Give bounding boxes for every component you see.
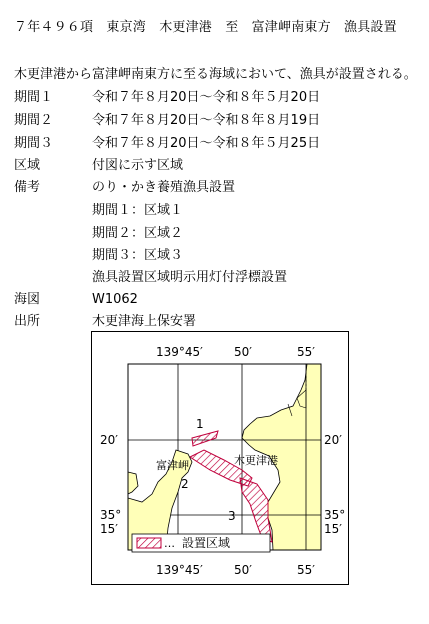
lat-label-right: 20′ bbox=[324, 433, 342, 447]
field-chart bbox=[14, 288, 138, 307]
lon-label-top: 50′ bbox=[234, 345, 252, 359]
field-value: 木更津海上保安署 bbox=[92, 314, 197, 329]
lat-label-left: 15′ bbox=[100, 522, 118, 536]
lat-label-left: 20′ bbox=[100, 433, 118, 447]
legend-label: 設置区域 bbox=[182, 536, 231, 550]
field-period2 bbox=[14, 109, 320, 128]
field-value: のり・かき養殖漁具設置 bbox=[92, 180, 236, 195]
field-value: 付図に示す区域 bbox=[92, 158, 184, 173]
lon-label-bottom: 139°45′ bbox=[156, 563, 203, 577]
field-label: 期間１ bbox=[14, 90, 54, 105]
field-value: 令和７年８月20日～令和８年５月25日 bbox=[92, 136, 321, 151]
area-label-3: 3 bbox=[228, 509, 236, 523]
field-label: 区域 bbox=[14, 158, 41, 173]
field-source bbox=[14, 310, 196, 329]
field-label: 期間３ bbox=[14, 136, 54, 151]
place-kisarazu: 木更津港 bbox=[234, 454, 278, 467]
field-remarks bbox=[14, 176, 235, 195]
lat-label-right: 15′ bbox=[324, 522, 342, 536]
field-label: 期間２ bbox=[14, 113, 54, 128]
field-period3 bbox=[14, 132, 320, 151]
field-value: 令和７年８月20日～令和８年８月19日 bbox=[92, 113, 321, 128]
field-value: 令和７年８月20日～令和８年５月20日 bbox=[92, 90, 321, 105]
lon-label-bottom: 55′ bbox=[297, 563, 315, 577]
field-value: W1062 bbox=[92, 292, 138, 307]
remark-line: 期間１：区域１ bbox=[92, 203, 184, 218]
field-area bbox=[14, 154, 183, 173]
field-label: 備考 bbox=[14, 180, 41, 195]
map-area bbox=[128, 364, 321, 550]
notice-title: ７年４９６項 東京湾 木更津港 至 富津岬南東方 漁具設置 bbox=[14, 20, 397, 35]
field-period1 bbox=[14, 86, 320, 105]
map-frame bbox=[91, 331, 349, 585]
chart-map bbox=[92, 332, 348, 584]
lon-label-top: 139°45′ bbox=[156, 345, 203, 359]
area-label-1: 1 bbox=[196, 417, 204, 431]
area-label-2: 2 bbox=[181, 477, 189, 491]
lon-label-top: 55′ bbox=[297, 345, 315, 359]
remark-line: 期間３：区域３ bbox=[92, 248, 184, 263]
field-label: 出所 bbox=[14, 314, 41, 329]
field-label: 海図 bbox=[14, 292, 41, 307]
legend-dots: … bbox=[164, 537, 175, 550]
legend-swatch bbox=[137, 538, 161, 548]
notice-intro: 木更津港から富津岬南東方に至る海域において、漁具が設置される。 bbox=[14, 67, 417, 82]
map-legend bbox=[132, 534, 270, 552]
lat-label-right: 35° bbox=[324, 508, 346, 522]
lat-label-left: 35° bbox=[100, 508, 122, 522]
place-futtsu: 富津岬 bbox=[156, 459, 189, 472]
remark-line: 期間２：区域２ bbox=[92, 226, 184, 241]
lon-label-bottom: 50′ bbox=[234, 563, 252, 577]
remark-line: 漁具設置区域明示用灯付浮標設置 bbox=[92, 270, 288, 285]
